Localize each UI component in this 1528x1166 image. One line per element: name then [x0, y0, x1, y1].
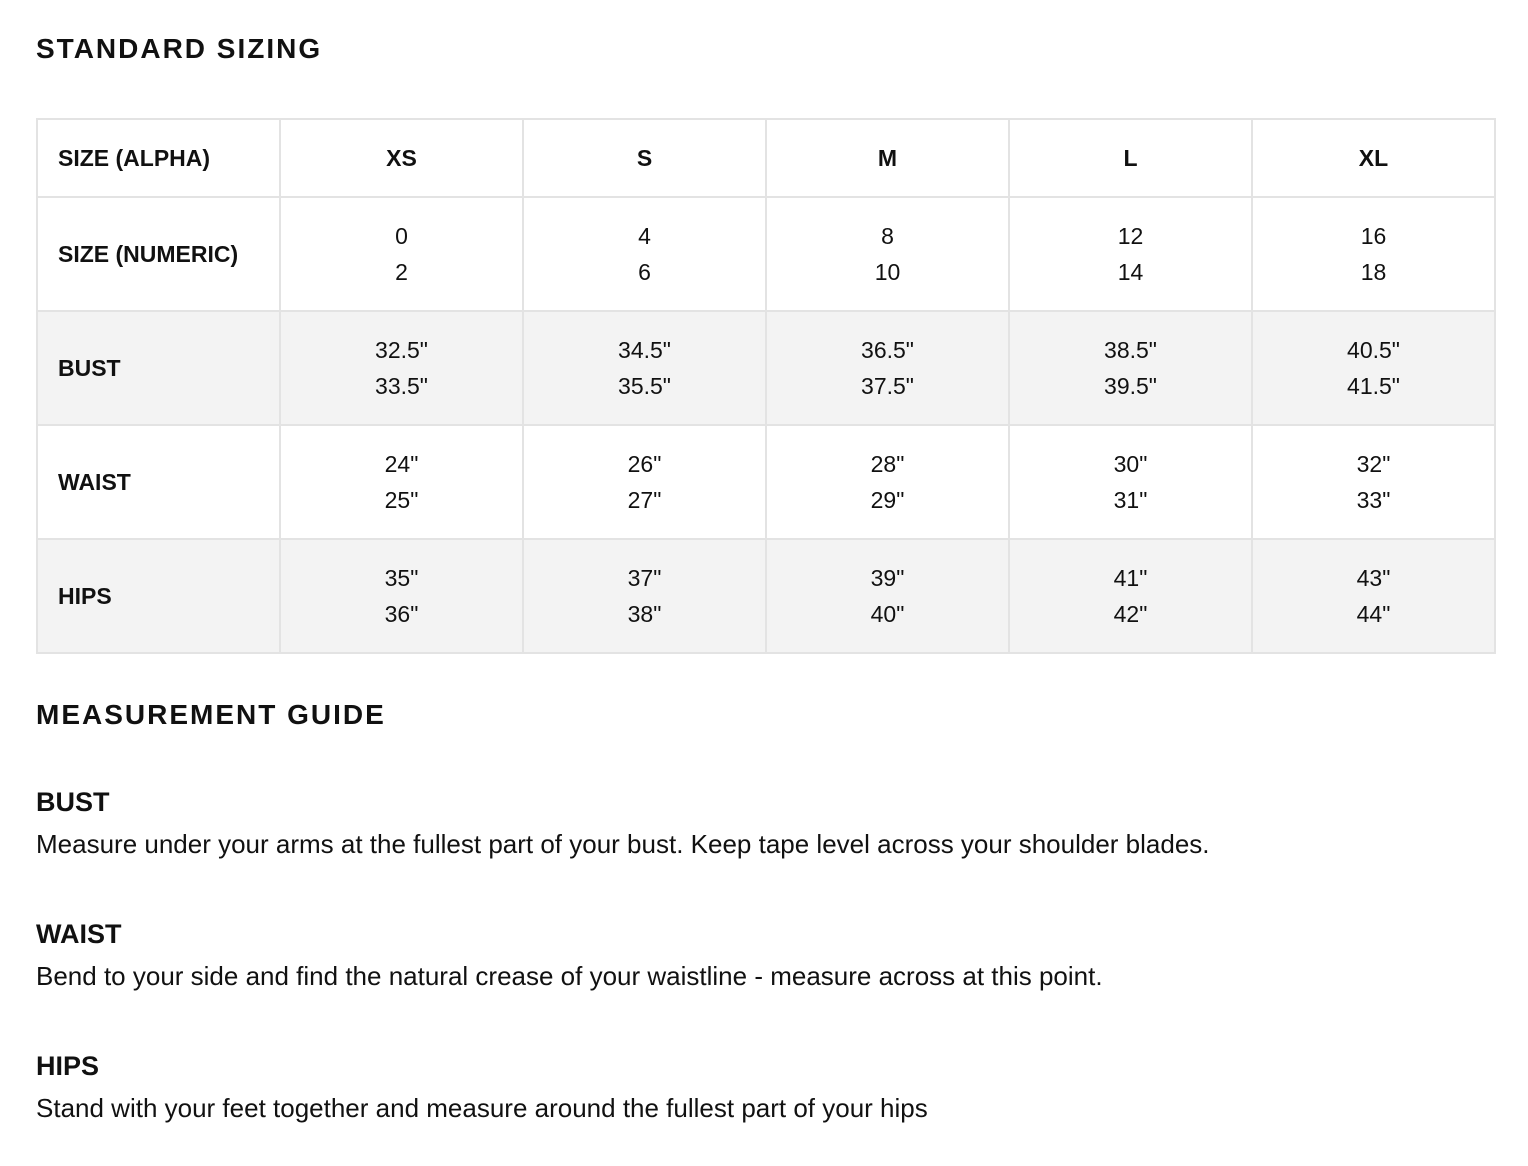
table-cell — [766, 311, 1009, 425]
cell-value: 40.5" — [1347, 337, 1400, 363]
cell-value: 12 — [1117, 223, 1144, 249]
cell-value: 29" — [870, 487, 905, 513]
guide-item-bust — [36, 786, 1496, 860]
cell-value: 26" — [627, 451, 662, 477]
row-label-waist: WAIST — [37, 425, 280, 539]
cell-value: 30" — [1113, 451, 1148, 477]
cell-value: 41" — [1113, 565, 1148, 591]
cell-value: 40" — [870, 601, 905, 627]
cell-value: 28" — [870, 451, 905, 477]
table-cell — [1009, 539, 1252, 653]
cell-value: 35" — [384, 565, 419, 591]
cell-value: 33.5" — [375, 373, 428, 399]
cell-value: 38.5" — [1104, 337, 1157, 363]
cell-value: 33" — [1356, 487, 1391, 513]
row-label-hips: HIPS — [37, 539, 280, 653]
column-header-xs: XS — [280, 119, 523, 197]
cell-value: 25" — [384, 487, 419, 513]
table-cell — [766, 425, 1009, 539]
size-alpha-row — [37, 119, 1495, 197]
guide-item-hips — [36, 1050, 1496, 1124]
guide-heading-hips: HIPS — [36, 1051, 100, 1081]
size-numeric-row — [37, 197, 1495, 311]
guide-text-waist: Bend to your side and find the natural crease of your waistline - measure across at this point. — [36, 961, 1103, 991]
column-header-s: S — [523, 119, 766, 197]
table-cell — [523, 425, 766, 539]
cell-value: 16 — [1360, 223, 1387, 249]
cell-value: 2 — [395, 259, 408, 285]
row-label-size-numeric: SIZE (NUMERIC) — [37, 197, 280, 311]
table-cell — [280, 197, 523, 311]
cell-value: 41.5" — [1347, 373, 1400, 399]
cell-value: 14 — [1117, 259, 1144, 285]
cell-value: 6 — [638, 259, 651, 285]
table-cell — [523, 311, 766, 425]
cell-value: 18 — [1360, 259, 1387, 285]
cell-value: 27" — [627, 487, 662, 513]
guide-text-hips: Stand with your feet together and measure around the fullest part of your hips — [36, 1093, 928, 1123]
cell-value: 35.5" — [618, 373, 671, 399]
waist-row — [37, 425, 1495, 539]
guide-text-bust: Measure under your arms at the fullest part of your bust. Keep tape level across your shoulder blades. — [36, 829, 1210, 859]
table-cell — [1009, 197, 1252, 311]
row-label-bust: BUST — [37, 311, 280, 425]
table-cell — [1252, 197, 1495, 311]
guide-heading-bust: BUST — [36, 787, 110, 817]
cell-value: 42" — [1113, 601, 1148, 627]
table-cell — [766, 539, 1009, 653]
table-cell — [1252, 539, 1495, 653]
cell-value: 4 — [638, 223, 651, 249]
table-cell — [280, 425, 523, 539]
cell-value: 43" — [1356, 565, 1391, 591]
cell-value: 38" — [627, 601, 662, 627]
table-cell — [523, 197, 766, 311]
table-cell — [1252, 311, 1495, 425]
measurement-guide-title: MEASUREMENT GUIDE — [36, 699, 386, 730]
column-header-l: L — [1009, 119, 1252, 197]
table-cell — [766, 197, 1009, 311]
standard-sizing-title: STANDARD SIZING — [36, 33, 323, 64]
table-cell — [280, 311, 523, 425]
cell-value: 39.5" — [1104, 373, 1157, 399]
cell-value: 8 — [881, 223, 894, 249]
table-cell — [1252, 425, 1495, 539]
table-cell — [1009, 425, 1252, 539]
cell-value: 31" — [1113, 487, 1148, 513]
cell-value: 24" — [384, 451, 419, 477]
cell-value: 36.5" — [861, 337, 914, 363]
cell-value: 32" — [1356, 451, 1391, 477]
bust-row — [37, 311, 1495, 425]
cell-value: 0 — [395, 223, 408, 249]
guide-heading-waist: WAIST — [36, 919, 122, 949]
table-cell — [280, 539, 523, 653]
row-label-size-alpha: SIZE (ALPHA) — [37, 119, 280, 197]
table-cell — [1009, 311, 1252, 425]
size-chart-table — [36, 118, 1496, 654]
cell-value: 39" — [870, 565, 905, 591]
cell-value: 37.5" — [861, 373, 914, 399]
guide-item-waist — [36, 918, 1496, 992]
hips-row — [37, 539, 1495, 653]
cell-value: 10 — [874, 259, 901, 285]
cell-value: 34.5" — [618, 337, 671, 363]
table-cell — [523, 539, 766, 653]
cell-value: 32.5" — [375, 337, 428, 363]
cell-value: 36" — [384, 601, 419, 627]
cell-value: 37" — [627, 565, 662, 591]
column-header-m: M — [766, 119, 1009, 197]
cell-value: 44" — [1356, 601, 1391, 627]
column-header-xl: XL — [1252, 119, 1495, 197]
